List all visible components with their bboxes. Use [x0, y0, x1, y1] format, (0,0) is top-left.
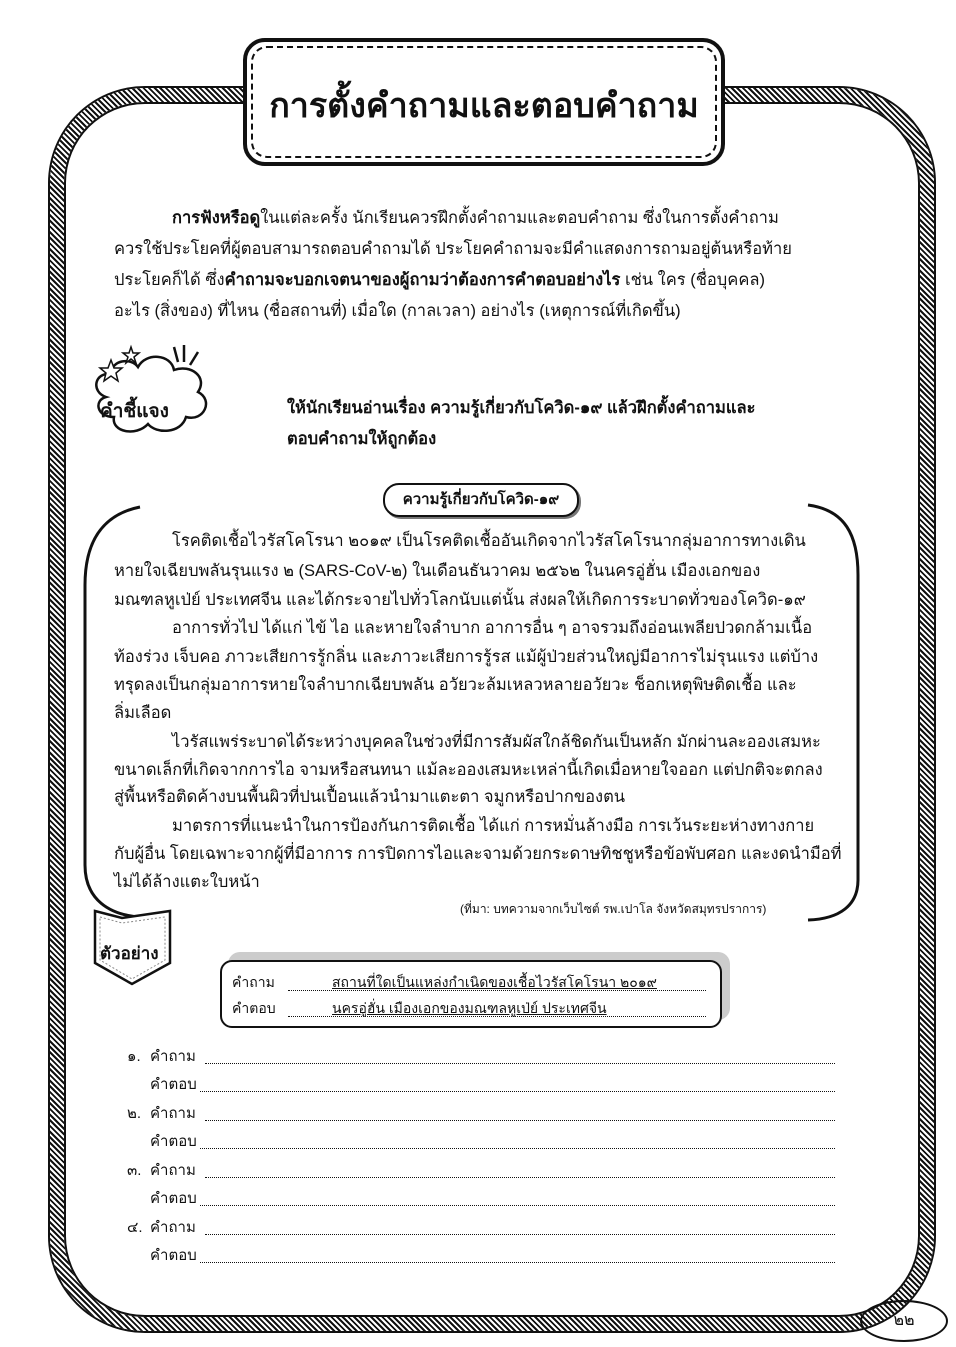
intro-segment: อะไร (สิ่งของ) ที่ไหน (ชื่อสถานที่) เมื่อใด (กาลเวลา) อย่างไร (เหตุการณ์ที่เกิดขึ้น) — [114, 302, 681, 320]
answer-label: คำตอบ — [150, 1247, 197, 1264]
example-label: ตัวอย่าง — [100, 944, 159, 963]
directions-text: ให้นักเรียนอ่านเรื่อง ความรู้เกี่ยวกับโควิด-๑๙ แล้วฝึกตั้งคำถามและ — [287, 399, 756, 417]
passage-line: มณฑลหูเป่ย์ ประเทศจีน และได้กระจายไปทั่วโลกนับแต่นั้น ส่งผลให้เกิดการระบาดทั่วของโควิด-๑๙ — [114, 591, 806, 609]
answer-answer-line[interactable] — [200, 1205, 835, 1206]
answer-label: คำตอบ — [150, 1190, 197, 1207]
cloud-stars-icon — [86, 342, 221, 442]
intro-segment: ในแต่ละครั้ง นักเรียนควรฝึกตั้งคำถามและตอบคำถาม ซึ่งในการตั้งคำถาม — [260, 209, 779, 227]
question-label: คำถาม — [150, 1162, 196, 1179]
exercise-number: ๑. — [127, 1048, 141, 1065]
passage-line: อาการทั่วไป ได้แก่ ไข้ ไอ และหายใจลำบาก อาการอื่น ๆ อาจรวมถึงอ่อนเพลียปวดกล้ามเนื้อ — [172, 619, 813, 637]
directions-label: คำชี้แจง — [100, 401, 169, 422]
passage-line: ท้องร่วง เจ็บคอ ภาวะเสียการรู้กลิ่น และภาวะเสียการรู้รส แม้ผู้ป่วยส่วนใหญ่มีอาการไม่รุนแรง แต่บ้าง — [114, 648, 819, 666]
question-answer-line[interactable] — [205, 1234, 835, 1235]
directions-text: ตอบคำถามให้ถูกต้อง — [287, 430, 437, 448]
intro-line — [172, 207, 779, 229]
intro-line — [114, 269, 765, 291]
intro-segment: ควรใช้ประโยคที่ผู้ตอบสามารถตอบคำถามได้ ประโยคคำถามจะมีคำแสดงการถามอยู่ต้นหรือท้าย — [114, 240, 792, 258]
intro-segment: คำถามจะบอกเจตนาของผู้ถามว่าต้องการคำตอบอย่างไร — [224, 271, 621, 289]
exercise-number: ๓. — [127, 1162, 142, 1179]
page-title: การตั้งคำถามและตอบคำถาม — [269, 87, 699, 125]
title-box — [243, 38, 725, 166]
question-label: คำถาม — [150, 1048, 196, 1065]
passage-line: สู่พื้นหรือติดค้างบนพื้นผิวที่ปนเปื้อนแล้วนำมาแตะตา จมูกหรือปากของตน — [114, 788, 626, 806]
question-answer-line[interactable] — [205, 1177, 835, 1178]
passage-line: โรคติดเชื้อไวรัสโคโรนา ๒๐๑๙ เป็นโรคติดเชื้ออันเกิดจากไวรัสโคโรนากลุ่มอาการทางเดิน — [172, 532, 806, 550]
intro-segment: เช่น ใคร (ชื่อบุคคล) — [620, 271, 765, 289]
passage-line: กับผู้อื่น โดยเฉพาะจากผู้ที่มีอาการ การปิดการไอและจามด้วยกระดาษทิชชูหรือข้อพับศอก และงดนำมือที่ — [114, 845, 842, 863]
passage-line: ไม่ได้ล้างแตะใบหน้า — [114, 873, 260, 891]
exercise-number: ๔. — [127, 1219, 143, 1236]
question-answer-line[interactable] — [205, 1063, 835, 1064]
example-question: สถานที่ใดเป็นแหล่งกำเนิดของเชื้อไวรัสโคโรนา ๒๐๑๙ — [332, 974, 657, 990]
passage-line: ลิ่มเลือด — [114, 704, 172, 722]
example-answer: นครอู่ฮั่น เมืองเอกของมณฑลหูเป่ย์ ประเทศจีน — [332, 1000, 607, 1016]
example-box — [220, 960, 722, 1028]
exercise-number: ๒. — [127, 1105, 142, 1122]
intro-line — [114, 300, 681, 322]
example-question-label: คำถาม — [232, 974, 275, 990]
passage-line: ทรุดลงเป็นกลุ่มอาการหายใจลำบากเฉียบพลัน อวัยวะล้มเหลวหลายอวัยวะ ช็อกเหตุพิษติดเชื้อ และ — [114, 676, 797, 694]
question-label: คำถาม — [150, 1219, 196, 1236]
intro-line — [114, 238, 792, 260]
answer-answer-line[interactable] — [200, 1148, 835, 1149]
passage-source: (ที่มา: บทความจากเว็บไซต์ รพ.เปาโล จังหวัดสมุทรปราการ) — [460, 902, 767, 916]
intro-segment: การฟังหรือดู — [172, 209, 261, 227]
answer-answer-line[interactable] — [200, 1091, 835, 1092]
passage-line: ขนาดเล็กที่เกิดจากการไอ จามหรือสนทนา แม้ละอองเสมหะเหล่านี้เกิดเมื่อหายใจออก แต่ปกติจะตกลง — [114, 761, 823, 779]
intro-segment: ประโยคก็ได้ ซึ่ง — [114, 271, 225, 289]
passage-line: ไวรัสแพร่ระบาดได้ระหว่างบุคคลในช่วงที่มีการสัมผัสใกล้ชิดกันเป็นหลัก มักผ่านละอองเสมหะ — [172, 733, 821, 751]
question-label: คำถาม — [150, 1105, 196, 1122]
example-answer-label: คำตอบ — [232, 1000, 276, 1016]
answer-label: คำตอบ — [150, 1133, 197, 1150]
page-number: ๒๒ — [860, 1300, 948, 1342]
answer-label: คำตอบ — [150, 1076, 197, 1093]
question-answer-line[interactable] — [205, 1120, 835, 1121]
passage-line: มาตรการที่แนะนำในการป้องกันการติดเชื้อ ได้แก่ การหมั่นล้างมือ การเว้นระยะห่างทางกาย — [172, 817, 815, 835]
passage-heading: ความรู้เกี่ยวกับโควิด-๑๙ — [383, 483, 579, 517]
passage-line: หายใจเฉียบพลันรุนแรง ๒ (SARS-CoV-๒) ในเดือนธันวาคม ๒๕๖๒ ในนครอู่ฮั่น เมืองเอกของ — [114, 562, 761, 580]
answer-answer-line[interactable] — [200, 1262, 835, 1263]
